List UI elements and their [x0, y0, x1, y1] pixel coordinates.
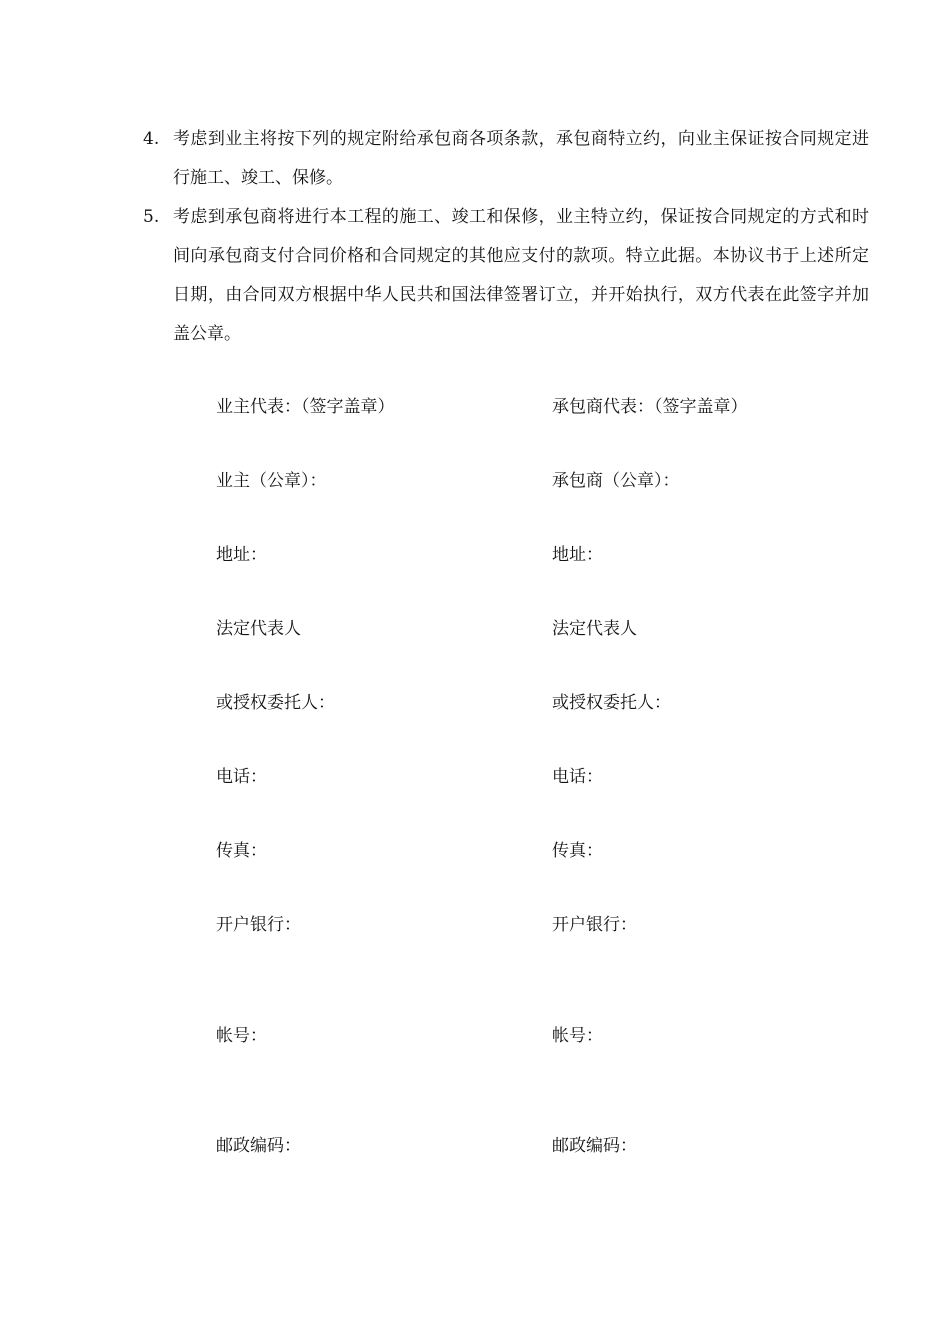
contractor-phone-label: 电话：: [552, 767, 603, 787]
contractor-representative-label: 承包商代表：（签字盖章）: [552, 397, 748, 417]
clause-text: 考虑到承包商将进行本工程的施工、竣工和保修，业主特立约，保证按合同规定的方式和时间向承包商支付合同价格和合同规定的其他应支付的款项。特立此据。本协议书于上述所定日期，由合同双方根据中华人民共和国法律签署订立，并开始执行，双方代表在此签字并加盖公章。: [173, 207, 869, 344]
clause-4: [143, 120, 869, 198]
owner-address-label: 地址：: [216, 545, 267, 565]
owner-authorized-label: 或授权委托人：: [216, 693, 335, 713]
clause-text: 考虑到业主将按下列的规定附给承包商各项条款，承包商特立约，向业主保证按合同规定进行施工、竣工、保修。: [173, 129, 869, 188]
contractor-address-label: 地址：: [552, 545, 603, 565]
clause-5: [143, 198, 869, 354]
contractor-authorized-label: 或授权委托人：: [552, 693, 671, 713]
clause-number: 5.: [143, 207, 160, 227]
contractor-postcode-label: 邮政编码：: [552, 1136, 637, 1156]
contractor-seal-label: 承包商（公章）：: [552, 471, 680, 491]
clause-number: 4.: [143, 129, 160, 149]
owner-postcode-label: 邮政编码：: [216, 1136, 301, 1156]
owner-phone-label: 电话：: [216, 767, 267, 787]
contractor-fax-label: 传真：: [552, 841, 603, 861]
contractor-legal-rep-label: 法定代表人: [552, 619, 637, 639]
owner-account-label: 帐号：: [216, 1026, 267, 1046]
owner-representative-label: 业主代表：（签字盖章）: [216, 397, 395, 417]
owner-bank-label: 开户银行：: [216, 915, 301, 935]
contractor-account-label: 帐号：: [552, 1026, 603, 1046]
owner-seal-label: 业主（公章）：: [216, 471, 327, 491]
owner-fax-label: 传真：: [216, 841, 267, 861]
owner-legal-rep-label: 法定代表人: [216, 619, 301, 639]
contractor-bank-label: 开户银行：: [552, 915, 637, 935]
